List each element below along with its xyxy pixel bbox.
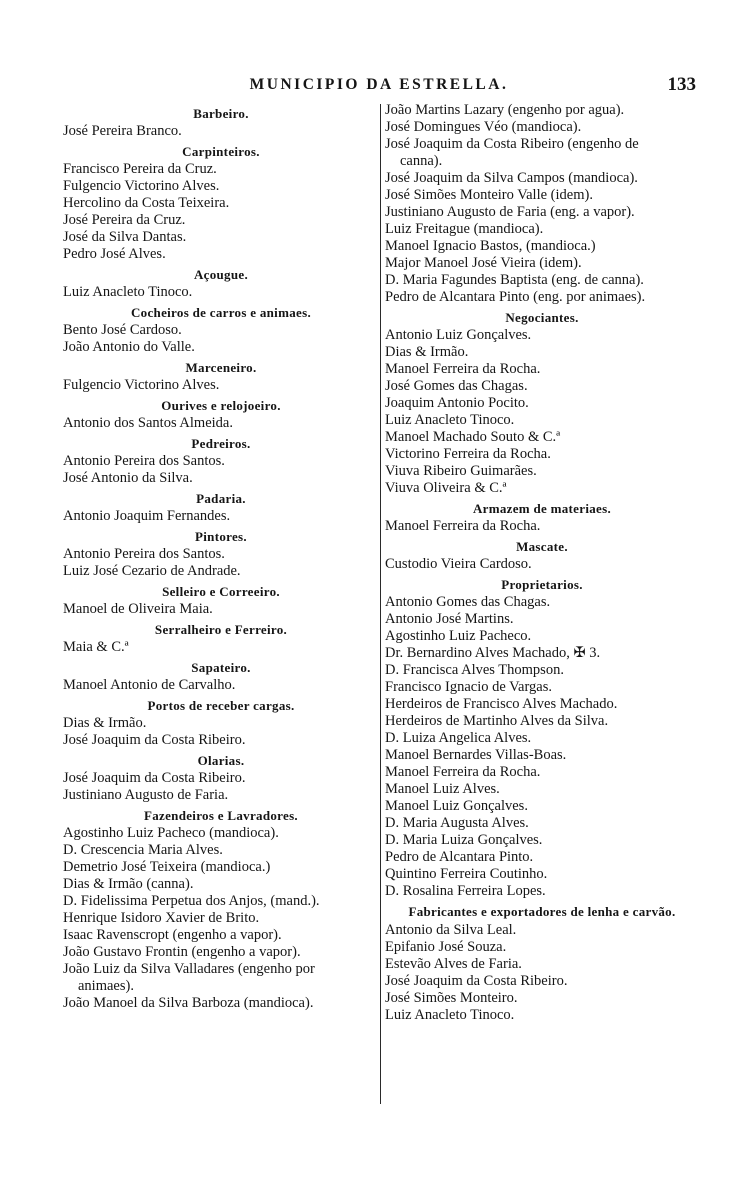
directory-entry: José Pereira Branco. bbox=[63, 123, 182, 139]
section-heading: Sapateiro. bbox=[191, 660, 251, 675]
directory-entry: Hercolino da Costa Teixeira. bbox=[63, 195, 230, 211]
directory-entry: Manoel Ferreira da Rocha. bbox=[385, 764, 541, 780]
section-heading: Fabricantes e exportadores de lenha e carvão. bbox=[408, 904, 676, 919]
directory-entry: José Simões Monteiro Valle (idem). bbox=[385, 187, 593, 203]
directory-entry: Justiniano Augusto de Faria (eng. a vapor). bbox=[385, 204, 635, 220]
directory-entry: Pedro de Alcantara Pinto (eng. por animaes). bbox=[385, 289, 646, 305]
directory-entry: D. Crescencia Maria Alves. bbox=[63, 842, 223, 858]
directory-entry: Bento José Cardoso. bbox=[63, 322, 182, 338]
column-divider bbox=[380, 104, 381, 1104]
directory-entry: José Joaquim da Silva Campos (mandioca). bbox=[385, 170, 638, 186]
directory-entry: Luiz José Cezario de Andrade. bbox=[63, 563, 241, 579]
directory-entry: D. Francisca Alves Thompson. bbox=[385, 662, 564, 678]
directory-entry: Isaac Ravenscropt (engenho a vapor). bbox=[63, 927, 282, 943]
directory-entry: Manoel Luiz Gonçalves. bbox=[385, 798, 528, 814]
directory-entry: Joaquim Antonio Pocito. bbox=[385, 395, 529, 411]
section-heading: Barbeiro. bbox=[193, 106, 249, 121]
directory-entry: Fulgencio Victorino Alves. bbox=[63, 178, 220, 194]
directory-entry: Luiz Freitague (mandioca). bbox=[385, 221, 544, 237]
section-heading: Negociantes. bbox=[505, 310, 579, 325]
page-title: MUNICIPIO DA ESTRELLA. bbox=[249, 76, 509, 93]
section-heading: Padaria. bbox=[196, 491, 246, 506]
directory-entry: Viuva Oliveira & C.ª bbox=[385, 480, 507, 496]
running-head bbox=[62, 76, 696, 102]
directory-entry: Pedro de Alcantara Pinto. bbox=[385, 849, 534, 865]
directory-entry: Maia & C.ª bbox=[63, 639, 129, 655]
directory-entry: Manoel de Oliveira Maia. bbox=[63, 601, 213, 617]
directory-entry: Justiniano Augusto de Faria. bbox=[63, 787, 229, 803]
directory-entry: Quintino Ferreira Coutinho. bbox=[385, 866, 548, 882]
directory-entry: José Joaquim da Costa Ribeiro (engenho de bbox=[385, 136, 639, 152]
directory-entry: Luiz Anacleto Tinoco. bbox=[385, 412, 515, 428]
directory-entry: Francisco Pereira da Cruz. bbox=[63, 161, 217, 177]
directory-entry: Manoel Ferreira da Rocha. bbox=[385, 361, 541, 377]
directory-entry: Luiz Anacleto Tinoco. bbox=[63, 284, 193, 300]
directory-entry: Agostinho Luiz Pacheco. bbox=[385, 628, 532, 644]
section-heading: Carpinteiros. bbox=[182, 144, 260, 159]
directory-entry: Custodio Vieira Cardoso. bbox=[385, 556, 532, 572]
page-number: 133 bbox=[667, 74, 696, 95]
directory-entry: João Luiz da Silva Valladares (engenho por bbox=[63, 961, 315, 977]
directory-entry: Dr. Bernardino Alves Machado, ✠ 3. bbox=[385, 645, 601, 661]
directory-entry: D. Maria Fagundes Baptista (eng. de canna). bbox=[385, 272, 644, 288]
section-heading: Proprietarios. bbox=[501, 577, 583, 592]
directory-entry: José Gomes das Chagas. bbox=[385, 378, 528, 394]
directory-entry: Manoel Ignacio Bastos, (mandioca.) bbox=[385, 238, 596, 254]
directory-entry: Estevão Alves de Faria. bbox=[385, 956, 522, 972]
directory-entry: Manoel Bernardes Villas-Boas. bbox=[385, 747, 567, 763]
directory-entry: Dias & Irmão. bbox=[385, 344, 469, 360]
directory-entry: José Pereira da Cruz. bbox=[63, 212, 186, 228]
section-heading: Açougue. bbox=[193, 267, 249, 282]
section-heading: Ourives e relojoeiro. bbox=[161, 398, 281, 413]
directory-entry: José Joaquim da Costa Ribeiro. bbox=[63, 770, 246, 786]
directory-entry: Antonio Joaquim Fernandes. bbox=[63, 508, 231, 524]
directory-entry: Dias & Irmão (canna). bbox=[63, 876, 194, 892]
right-column bbox=[384, 102, 700, 1024]
directory-entry: Herdeiros de Martinho Alves da Silva. bbox=[385, 713, 609, 729]
section-heading: Portos de receber cargas. bbox=[147, 698, 295, 713]
directory-entry: D. Rosalina Ferreira Lopes. bbox=[385, 883, 546, 899]
section-heading: Cocheiros de carros e animaes. bbox=[130, 305, 312, 320]
entry-continuation: canna). bbox=[400, 153, 443, 169]
directory-entry: Manoel Ferreira da Rocha. bbox=[385, 518, 541, 534]
directory-entry: José Domingues Véo (mandioca). bbox=[385, 119, 582, 135]
section-heading: Olarias. bbox=[197, 753, 245, 768]
directory-entry: Viuva Ribeiro Guimarães. bbox=[385, 463, 537, 479]
directory-entry: Major Manoel José Vieira (idem). bbox=[385, 255, 582, 271]
directory-entry: Francisco Ignacio de Vargas. bbox=[385, 679, 552, 695]
directory-entry: Herdeiros de Francisco Alves Machado. bbox=[385, 696, 618, 712]
section-heading: Selleiro e Correeiro. bbox=[162, 584, 280, 599]
directory-entry: Luiz Anacleto Tinoco. bbox=[385, 1007, 515, 1023]
section-heading: Pintores. bbox=[195, 529, 247, 544]
section-heading: Serralheiro e Ferreiro. bbox=[154, 622, 288, 637]
section-heading: Mascate. bbox=[516, 539, 568, 554]
directory-entry: Manoel Luiz Alves. bbox=[385, 781, 500, 797]
directory-entry: Manoel Machado Souto & C.ª bbox=[385, 429, 561, 445]
directory-entry: Antonio José Martins. bbox=[385, 611, 514, 627]
directory-entry: Dias & Irmão. bbox=[63, 715, 147, 731]
directory-entry: Antonio da Silva Leal. bbox=[385, 922, 517, 938]
directory-entry: João Gustavo Frontin (engenho a vapor). bbox=[63, 944, 301, 960]
directory-entry: Antonio dos Santos Almeida. bbox=[63, 415, 233, 431]
directory-entry: Antonio Luiz Gonçalves. bbox=[385, 327, 532, 343]
directory-entry: D. Maria Augusta Alves. bbox=[385, 815, 529, 831]
directory-entry: João Manoel da Silva Barboza (mandioca). bbox=[63, 995, 314, 1011]
directory-entry: Antonio Pereira dos Santos. bbox=[63, 453, 225, 469]
directory-entry: Fulgencio Victorino Alves. bbox=[63, 377, 220, 393]
directory-entry: José Simões Monteiro. bbox=[385, 990, 518, 1006]
directory-entry: José da Silva Dantas. bbox=[63, 229, 187, 245]
directory-entry: Antonio Gomes das Chagas. bbox=[385, 594, 551, 610]
directory-entry: José Antonio da Silva. bbox=[63, 470, 193, 486]
directory-entry: José Joaquim da Costa Ribeiro. bbox=[385, 973, 568, 989]
directory-entry: Epifanio José Souza. bbox=[385, 939, 507, 955]
directory-entry: Pedro José Alves. bbox=[63, 246, 166, 262]
directory-entry: Antonio Pereira dos Santos. bbox=[63, 546, 225, 562]
directory-entry: D. Maria Luiza Gonçalves. bbox=[385, 832, 543, 848]
section-heading: Pedreiros. bbox=[191, 436, 251, 451]
directory-entry: D. Luiza Angelica Alves. bbox=[385, 730, 532, 746]
directory-entry: Victorino Ferreira da Rocha. bbox=[385, 446, 551, 462]
section-heading: Fazendeiros e Lavradores. bbox=[144, 808, 298, 823]
directory-entry: Demetrio José Teixeira (mandioca.) bbox=[63, 859, 271, 875]
entry-continuation: animaes). bbox=[78, 978, 134, 994]
section-heading: Marceneiro. bbox=[185, 360, 257, 375]
directory-entry: João Martins Lazary (engenho por agua). bbox=[385, 102, 625, 118]
directory-entry: Manoel Antonio de Carvalho. bbox=[63, 677, 236, 693]
section-heading: Armazem de materiaes. bbox=[472, 501, 612, 516]
directory-entry: João Antonio do Valle. bbox=[63, 339, 195, 355]
directory-entry: Henrique Isidoro Xavier de Brito. bbox=[63, 910, 260, 926]
directory-entry: José Joaquim da Costa Ribeiro. bbox=[63, 732, 246, 748]
directory-entry: D. Fidelissima Perpetua dos Anjos, (mand.). bbox=[63, 893, 320, 909]
directory-entry: Agostinho Luiz Pacheco (mandioca). bbox=[63, 825, 279, 841]
left-column bbox=[62, 102, 380, 1012]
